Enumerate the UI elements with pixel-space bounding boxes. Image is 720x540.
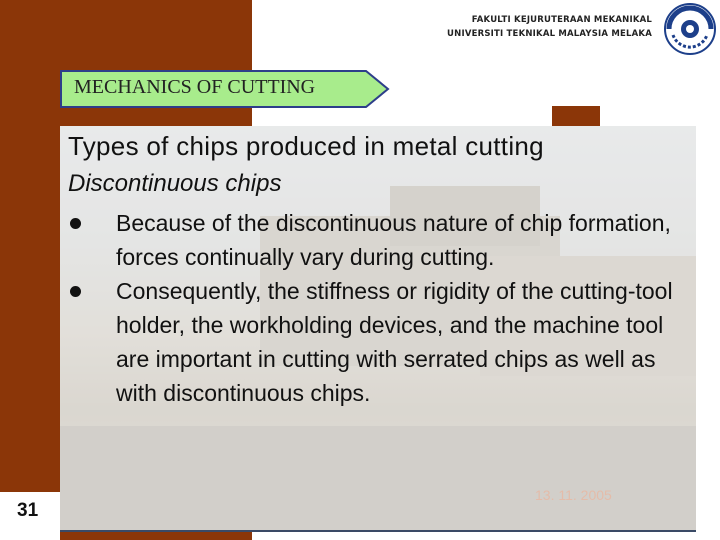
bullet-item bbox=[68, 274, 688, 410]
bullet-text: Because of the discontinuous nature of chip formation, forces continually vary during cutting. bbox=[116, 210, 671, 270]
bullet-item bbox=[68, 206, 688, 274]
bullet-list bbox=[68, 206, 688, 410]
university-logo-icon bbox=[663, 2, 717, 56]
slide-subtitle: Discontinuous chips bbox=[68, 170, 282, 197]
slide-title: Types of chips produced in metal cutting bbox=[68, 131, 544, 161]
page-number: 31 bbox=[17, 500, 39, 521]
slide-date: 13. 11. 2005 bbox=[535, 487, 612, 503]
bullet-text: Consequently, the stiffness or rigidity of the cutting-tool holder, the workholding devices, and the machine tool are important in cutting with serrated chips as well as with discontinuous chips. bbox=[116, 278, 673, 406]
decorative-block bbox=[552, 106, 600, 128]
bullet-dot-icon bbox=[70, 286, 81, 297]
bullet-dot-icon bbox=[70, 218, 81, 229]
faculty-header bbox=[447, 13, 652, 41]
section-banner-label: MECHANICS OF CUTTING bbox=[74, 76, 316, 98]
university-name: UNIVERSITI TEKNIKAL MALAYSIA MELAKA bbox=[447, 29, 652, 39]
faculty-name: FAKULTI KEJURUTERAAN MEKANIKAL bbox=[471, 15, 652, 25]
